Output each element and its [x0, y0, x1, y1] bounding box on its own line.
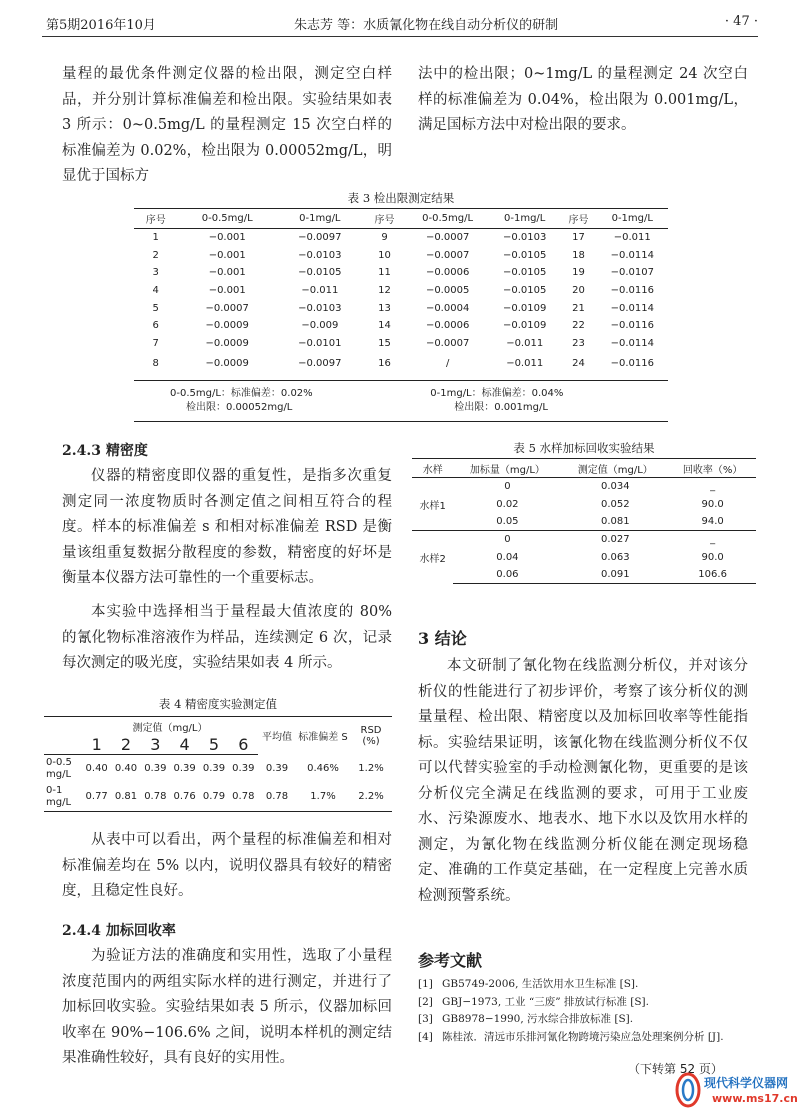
table4-avg: 0.39 — [265, 762, 289, 774]
table3-header-cell: 序号 — [134, 209, 177, 229]
table3-cell: 5 — [152, 302, 159, 314]
table4-cell: 0.39 — [202, 763, 226, 774]
table5-cell: 106.6 — [669, 566, 756, 584]
table3-cell: −0.0116 — [610, 357, 654, 369]
table4-cell: 0.77 — [82, 783, 111, 812]
table3-cell: −0.009 — [301, 320, 339, 332]
table3-cell: −0.0007 — [425, 249, 470, 261]
table3-cell: 12 — [378, 285, 391, 297]
table3-cell: / — [445, 357, 450, 369]
right-paragraph-1: 法中的检出限；0~1mg/L 的量程测定 24 次空白样的标准偏差为 0.04%，检出限为 0.001mg/L，满足国标方法中对检出限的要求。 — [418, 66, 748, 133]
table5-cell: 90.0 — [701, 498, 724, 510]
table3-cell: 3 — [152, 267, 159, 279]
table3-cell: −0.0004 — [425, 302, 470, 314]
reference-text: GB5749-2006, 生活饮用水卫生标准 [S]. — [442, 978, 639, 990]
left-paragraph-precision-method: 本实验中选择相当于量程最大值浓度的 80% 的氰化物标准溶液作为样品，连续测定 6 次，记录每次测定的吸光度，实验结果如表 4 所示。 — [62, 604, 392, 671]
page-number: · 47 · — [724, 14, 758, 29]
table3-cell: 8 — [152, 357, 159, 369]
table3-header-cell: 序号 — [560, 209, 596, 229]
table3-header-cell: 0-0.5mg/L — [406, 209, 489, 229]
table5-cell: 90.0 — [701, 551, 724, 563]
reference-item — [418, 1029, 758, 1047]
table5-cell: 0.04 — [496, 551, 519, 563]
section-2-4-4-heading: 2.4.4 加标回收率 — [62, 923, 176, 939]
table3-cell: −0.011 — [613, 232, 651, 244]
table5-cell: 0.052 — [600, 498, 630, 510]
table5-spike-recovery — [412, 458, 756, 584]
table-row — [134, 352, 668, 381]
table3-cell: −0.0107 — [610, 267, 654, 279]
reference-number: [3] — [418, 1013, 433, 1025]
table3-cell: 10 — [378, 249, 391, 261]
running-header — [42, 8, 758, 37]
table3-cell: 9 — [381, 232, 388, 244]
table-row — [44, 755, 392, 784]
table3-cell: −0.001 — [208, 285, 246, 297]
references-heading: 参考文献 — [418, 951, 483, 970]
table3-cell: 19 — [572, 267, 585, 279]
table4-row-label: 0-0.5 mg/L — [46, 757, 72, 780]
table3-header-cell: 0-1mg/L — [277, 209, 363, 229]
table-row — [412, 566, 756, 584]
table5-cell: _ — [710, 481, 716, 493]
table3-cell: 17 — [572, 232, 585, 244]
table-row — [44, 783, 392, 812]
table4-cell: 0.40 — [114, 763, 138, 774]
table3-note-right — [406, 381, 668, 422]
reference-text: GB8978−1990, 污水综合排放标准 [S]. — [442, 1013, 634, 1025]
table5-cell: 0 — [453, 531, 561, 549]
table3-cell: 7 — [152, 337, 159, 349]
table3-cell: −0.001 — [208, 267, 246, 279]
table4-cell: 0.76 — [170, 783, 199, 812]
table4-rsd-header: RSD (%) — [350, 717, 392, 755]
table3-cell: −0.0007 — [425, 337, 470, 349]
table3-cell: −0.0103 — [298, 249, 342, 261]
watermark-url: www.ms17.cn — [712, 1092, 798, 1105]
table3-cell: 15 — [378, 337, 391, 349]
table-row — [134, 335, 668, 353]
table3-cell: −0.0116 — [610, 320, 654, 332]
references-list — [418, 976, 758, 1046]
table3-cell: −0.0109 — [503, 302, 547, 314]
reference-text: GBJ−1973, 工业 “三废” 排放试行标准 [S]. — [442, 995, 649, 1008]
table4-std: 0.46% — [307, 762, 339, 774]
table3-cell: −0.011 — [506, 357, 544, 369]
table3-cell: 13 — [378, 302, 391, 314]
table-row — [134, 299, 668, 317]
table4-precision — [44, 716, 392, 812]
table5-cell: 0.063 — [600, 551, 630, 563]
reference-number: [4] — [418, 1030, 433, 1043]
table3-cell: −0.0105 — [503, 285, 547, 297]
table3-cell: 2 — [152, 249, 159, 261]
table5-cell: 94.0 — [701, 515, 724, 527]
table3-cell: 4 — [152, 285, 159, 297]
table3-cell: 22 — [572, 320, 585, 332]
continued-note: （下转第 52 页） — [628, 1062, 723, 1076]
table3-cell: −0.0009 — [205, 357, 249, 369]
table3-note-left — [134, 381, 406, 422]
reference-number: [2] — [418, 995, 433, 1008]
table3-cell: −0.0006 — [425, 320, 470, 332]
table4-cell: 0.81 — [111, 783, 140, 812]
reference-item — [418, 994, 758, 1012]
table3-cell: −0.0097 — [298, 357, 342, 369]
table3-cell: −0.0105 — [503, 249, 547, 261]
table5-sample-name: 水样2 — [412, 531, 453, 584]
table3-cell: −0.0114 — [610, 337, 654, 349]
table3-cell: 6 — [152, 320, 159, 332]
table4-rsd: 2.2% — [350, 783, 392, 812]
table-row — [412, 549, 756, 566]
left-paragraph-precision: 仪器的精密度即仪器的重复性，是指多次重复测定同一浓度物质时各测定值之间相互符合的程度。样本的标准偏差 s 和相对标准偏差 RSD 是衡量该组重复数据分散程度的参数，精密度的好坏是衡量本仪器方法可靠性的一个重要标志。 — [62, 468, 392, 586]
table4-avg: 0.78 — [258, 783, 296, 812]
table3-cell: 11 — [378, 267, 391, 279]
table5-cell: 0.081 — [600, 515, 630, 527]
left-paragraph-recovery: 为验证方法的准确度和实用性，选取了小量程浓度范围内的两组实际水样的进行测定，并进行了加标回收实验。实验结果如表 5 所示，仪器加标回收率在 90%−106.6% 之间，说明本样机的测定结果准确性较好，具有良好的实用性。 — [62, 948, 392, 1066]
table3-cell: 14 — [378, 320, 391, 332]
table5-cell: 0.02 — [496, 498, 519, 510]
table3-cell: 20 — [572, 285, 585, 297]
table3-detection-limit — [134, 208, 668, 422]
table4-col-header: 4 — [170, 735, 199, 755]
table3-cell: −0.0105 — [298, 267, 342, 279]
table5-header-cell: 加标量（mg/L） — [453, 459, 561, 478]
reference-number: [1] — [418, 978, 433, 990]
table-row — [134, 317, 668, 335]
table5-cell: _ — [669, 531, 756, 549]
table3-cell: −0.0103 — [298, 302, 342, 314]
table-row — [134, 229, 668, 247]
table-row — [412, 495, 756, 512]
table5-cell: 0.027 — [561, 531, 669, 549]
table4-col-header: 6 — [229, 735, 258, 755]
table3-cell: −0.0101 — [298, 337, 342, 349]
table3-note-row — [134, 381, 668, 422]
table5-header-cell: 测定值（mg/L） — [561, 459, 669, 478]
journal-issue: 第5期2016年10月 — [46, 18, 156, 33]
watermark-logo — [674, 1068, 798, 1112]
table3-cell: −0.0116 — [610, 285, 654, 297]
table-row — [134, 264, 668, 282]
table-row — [412, 531, 756, 549]
table4-cell: 0.39 — [173, 763, 196, 774]
table3-cell: −0.0005 — [425, 285, 470, 297]
table3-cell: 23 — [572, 337, 585, 349]
table3-cell: −0.001 — [208, 232, 246, 244]
table4-col-header: 1 — [82, 735, 111, 755]
table3-cell: −0.0103 — [503, 232, 547, 244]
table4-avg-header: 平均值 — [258, 717, 296, 755]
table-row — [412, 478, 756, 496]
table3-cell: −0.0009 — [205, 320, 249, 332]
reference-item — [418, 976, 758, 994]
table3-cell: −0.011 — [506, 337, 544, 349]
table5-cell: 0.05 — [496, 515, 519, 527]
table3-cell: −0.0109 — [503, 320, 547, 332]
table3-note-right-lod: 检出限：0.001mg/L — [454, 402, 548, 414]
table3-cell: 16 — [378, 357, 391, 369]
right-paragraph-conclusion: 本文研制了氰化物在线监测分析仪，并对该分析仪的性能进行了初步评价，考察了该分析仪的测量量程、检出限、精密度以及加标回收率等性能指标。实验结果证明，该氰化物在线监测分析仪不仅可以代替实验室的手动检测氰化物，更重要的是该分析仪完全满足在线监测的要求，可用于工业废水、污染源废水、地表水、地下水以及饮用水样的测定，为氰化物在线监测分析仪能在测定现场稳定、准确的工作莫定基础，在一定程度上完善水质检测预警系统。 — [418, 658, 748, 904]
table3-cell: −0.0114 — [610, 249, 654, 261]
table3-header-cell: 0-1mg/L — [489, 209, 560, 229]
table3-note-right-std: 0-1mg/L：标准偏差：0.04% — [430, 388, 564, 400]
table3-header-cell: 序号 — [363, 209, 407, 229]
table4-col-header: 2 — [111, 735, 140, 755]
table4-std-header: 标准偏差 S — [296, 717, 350, 755]
table5-caption: 表 5 水样加标回收实验结果 — [513, 441, 655, 455]
table4-measured-header: 测定值（mg/L） — [82, 717, 258, 736]
section-2-4-3-heading: 2.4.3 精密度 — [62, 443, 148, 459]
table4-cell: 0.39 — [232, 763, 255, 774]
table4-cell: 0.39 — [144, 763, 167, 774]
table3-note-left-std: 0-0.5mg/L：标准偏差：0.02% — [170, 388, 313, 400]
table4-row-label: 0-1 mg/L — [44, 783, 82, 812]
table3-cell: −0.0007 — [205, 302, 249, 314]
table3-header-cell: 0-1mg/L — [597, 209, 668, 229]
table4-col-header: 5 — [199, 735, 228, 755]
table3-cell: −0.001 — [208, 249, 246, 261]
table5-cell: 0.091 — [561, 566, 669, 584]
table4-caption: 表 4 精密度实验测定值 — [158, 697, 278, 711]
table3-cell: 24 — [572, 357, 585, 369]
table3-caption: 表 3 检出限测定结果 — [347, 191, 455, 205]
reference-text: 陈桂浓．清远市乐排河氰化物跨境污染应急处理案例分析 [J]. — [442, 1030, 724, 1043]
table5-cell: 0 — [504, 481, 511, 493]
table4-rsd: 1.2% — [358, 762, 384, 774]
left-paragraph-1: 量程的最优条件测定仪器的检出限，测定空白样品，并分别计算标准偏差和检出限。实验结果如表 3 所示：0~0.5mg/L 的量程测定 15 次空白样的标准偏差为 0.02%，检出限为 0.00052mg/L，明显优于国标方 — [62, 66, 392, 184]
watermark-swirl-icon — [674, 1070, 702, 1110]
table3-cell: −0.0114 — [610, 302, 654, 314]
table5-header-cell: 回收率（%） — [669, 459, 756, 478]
table5-cell: 0.034 — [600, 481, 630, 493]
table3-note-left-lod: 检出限：0.00052mg/L — [186, 402, 293, 414]
table-row — [134, 282, 668, 300]
table3-cell: −0.011 — [301, 285, 339, 297]
table3-cell: −0.0105 — [503, 267, 547, 279]
table4-std: 1.7% — [296, 783, 350, 812]
table3-cell: −0.0006 — [425, 267, 470, 279]
left-paragraph-precision-result: 从表中可以看出，两个量程的标准偏差和相对标准偏差均在 5% 以内，说明仪器具有较好的精密度，且稳定性良好。 — [62, 832, 392, 899]
table5-header-cell: 水样 — [412, 459, 453, 478]
table4-cell: 0.79 — [199, 783, 228, 812]
table-row — [412, 513, 756, 531]
table5-cell: 0.06 — [453, 566, 561, 584]
table4-col-header: 3 — [141, 735, 170, 755]
watermark-text: 现代科学仪器网 — [704, 1076, 789, 1090]
table-row — [134, 247, 668, 265]
reference-item — [418, 1011, 758, 1029]
table4-cell: 0.40 — [85, 763, 108, 774]
table3-cell: 18 — [572, 249, 585, 261]
table3-cell: 1 — [152, 232, 159, 244]
table3-header-cell: 0-0.5mg/L — [177, 209, 276, 229]
table3-cell: −0.0007 — [425, 232, 470, 244]
table3-cell: 21 — [572, 302, 585, 314]
table3-cell: −0.0009 — [205, 337, 249, 349]
table4-cell: 0.78 — [141, 783, 170, 812]
section-3-heading: 3 结论 — [418, 629, 467, 648]
table5-sample-name: 水样1 — [419, 500, 446, 512]
article-running-title: 朱志芳 等：水质氰化物在线自动分析仪的研制 — [294, 18, 559, 33]
table3-cell: −0.0097 — [298, 232, 342, 244]
table4-cell: 0.78 — [229, 783, 258, 812]
